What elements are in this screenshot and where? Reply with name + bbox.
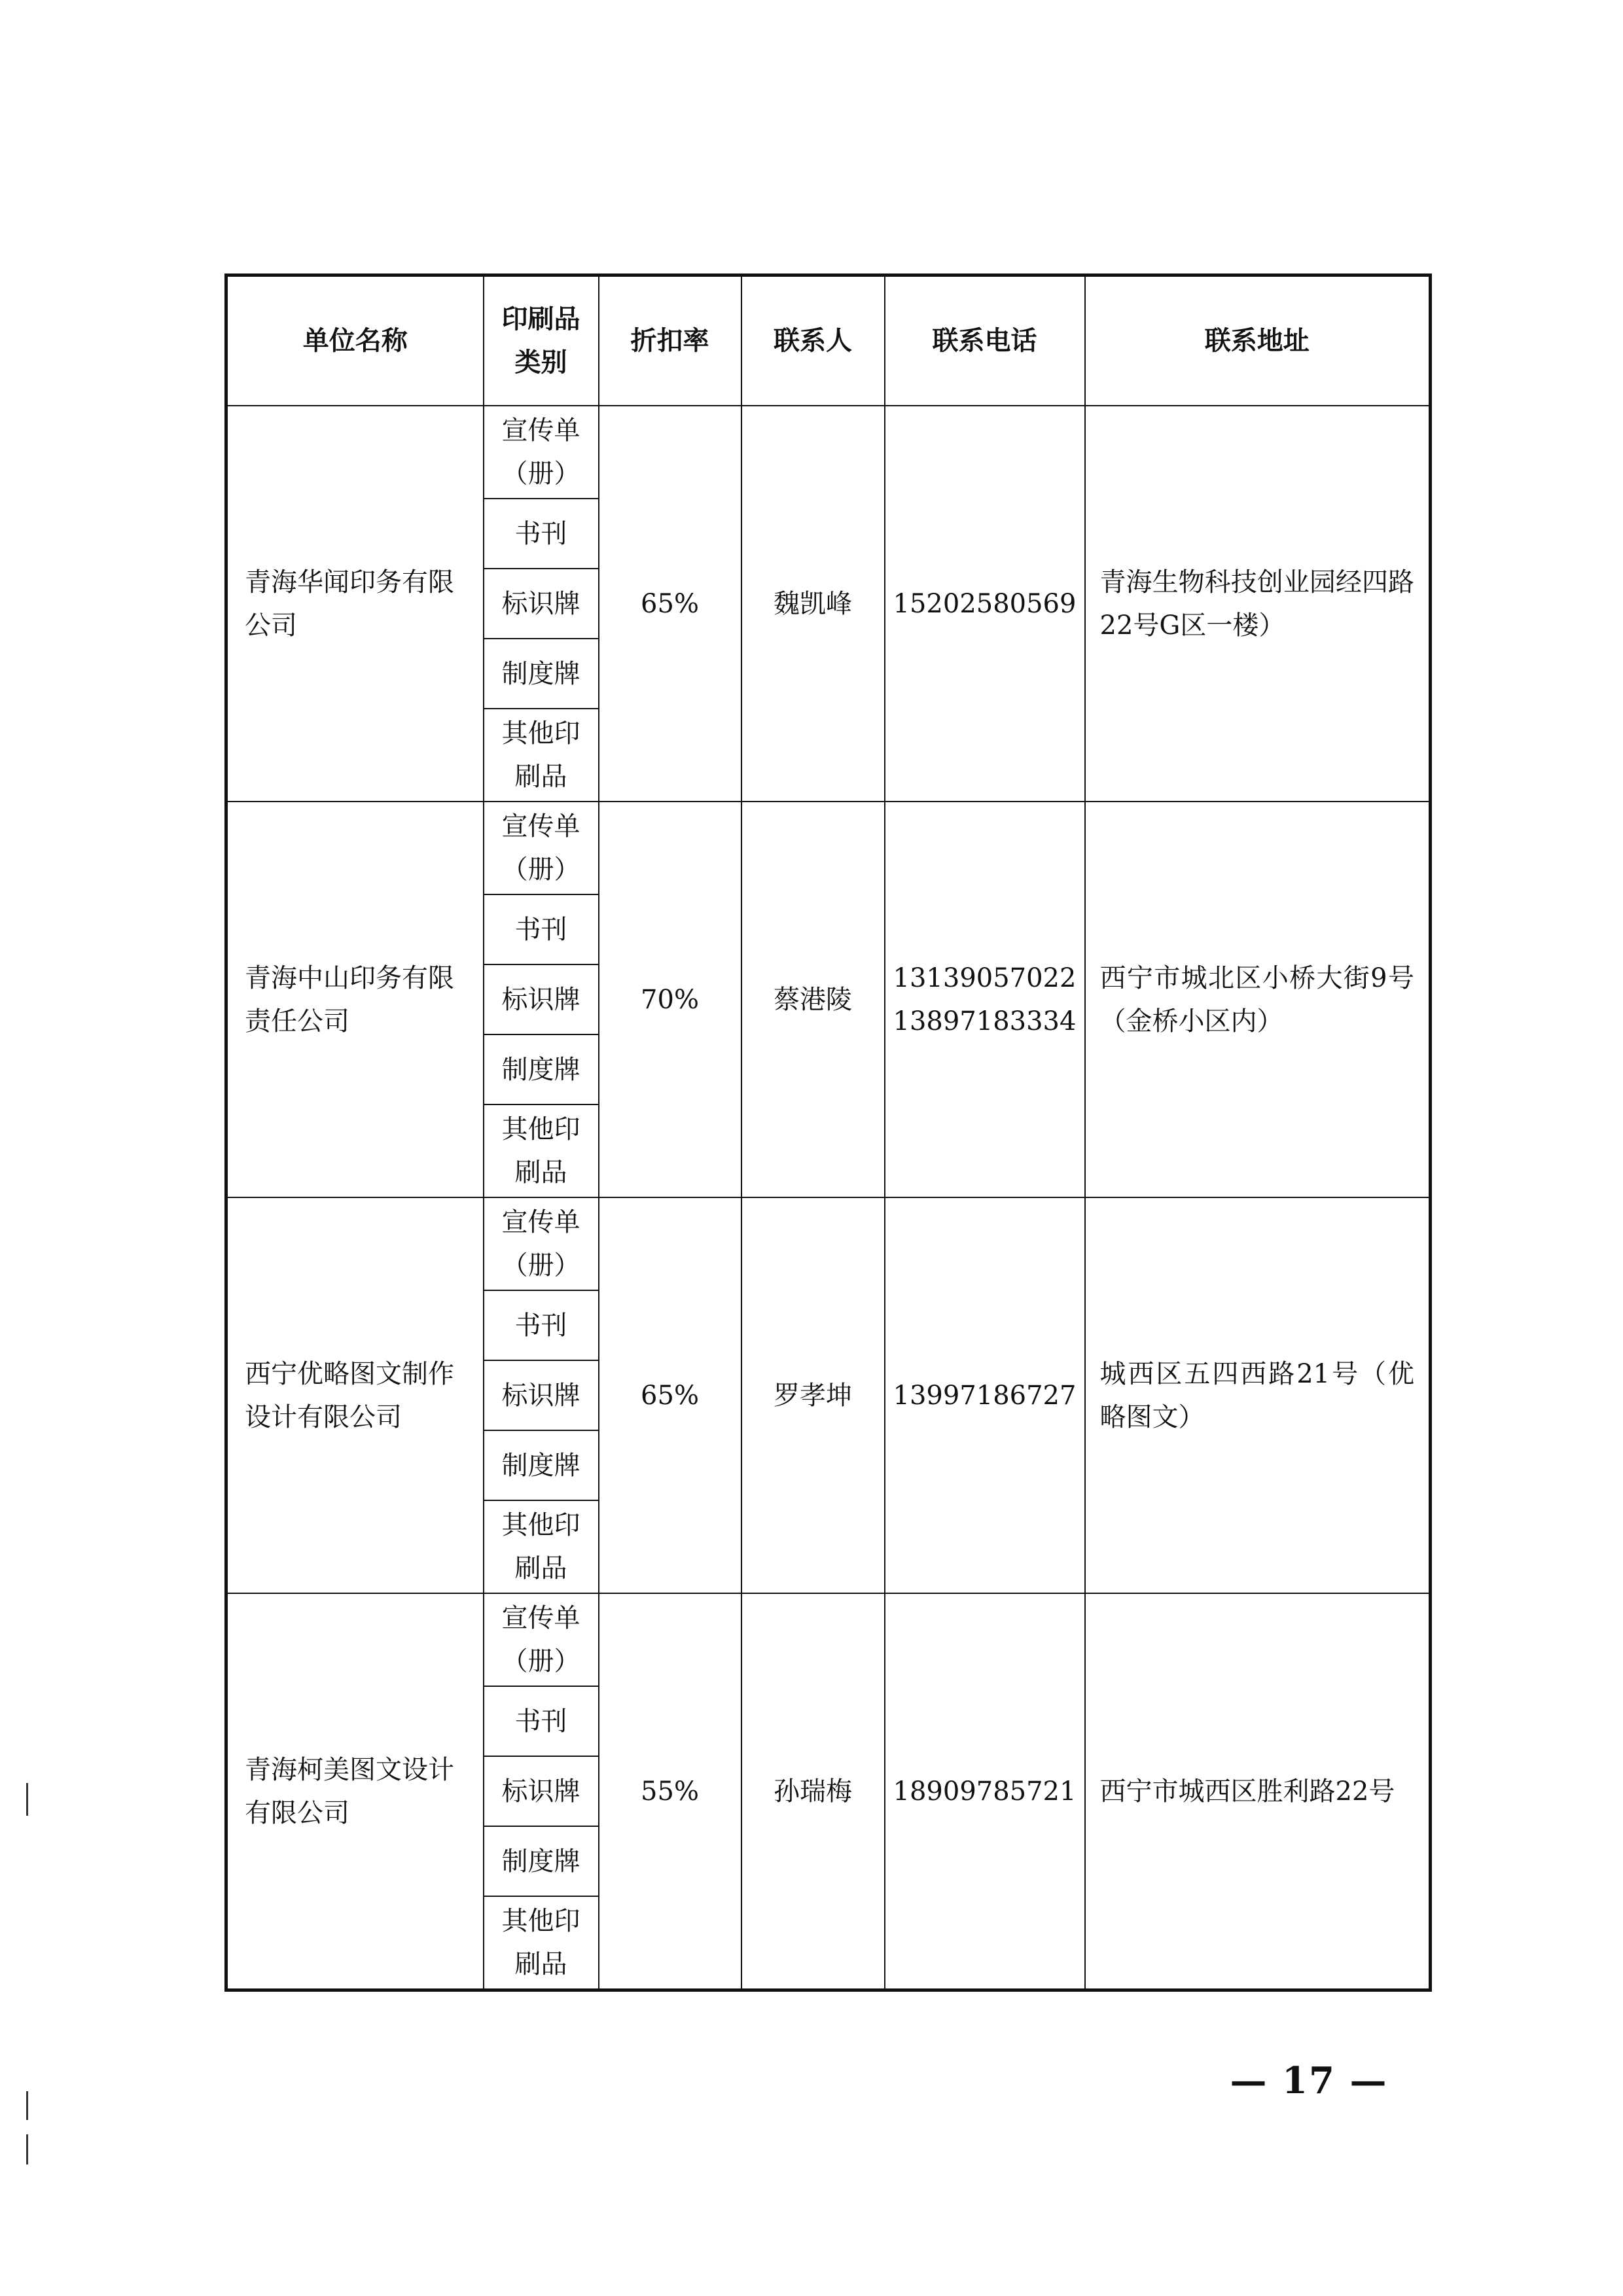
contact-cell: 罗孝坤 [741, 1197, 885, 1593]
phone-number: 13139057022 [893, 963, 1077, 993]
header-contact: 联系人 [741, 275, 885, 406]
category-cell [484, 1826, 599, 1896]
header-unit-name: 单位名称 [226, 275, 484, 406]
phone-cell [885, 1197, 1085, 1593]
discount-cell: 55% [599, 1593, 741, 1990]
category-cell [484, 499, 599, 569]
category-label: 其他印刷品 [501, 1114, 580, 1188]
category-cell [484, 639, 599, 709]
address-cell: 青海生物科技创业园经四路22号G区一楼） [1085, 406, 1431, 802]
discount-cell: 65% [599, 1197, 741, 1593]
phone-number: 18909785721 [893, 1776, 1077, 1807]
category-cell [484, 1104, 599, 1197]
contact-cell: 魏凯峰 [741, 406, 885, 802]
category-cell [484, 894, 599, 964]
category-label: 宣传单（册） [501, 415, 580, 489]
contact-cell: 蔡港陵 [741, 802, 885, 1197]
category-label: 其他印刷品 [501, 718, 580, 792]
category-cell [484, 709, 599, 802]
scan-mark [26, 1783, 28, 1816]
category-cell [484, 1756, 599, 1826]
address-cell: 西宁市城西区胜利路22号 [1085, 1593, 1431, 1990]
category-cell [484, 1290, 599, 1360]
phone-number: 15202580569 [893, 588, 1077, 619]
phone-cell [885, 406, 1085, 802]
unit-name-cell: 青海柯美图文设计有限公司 [226, 1593, 484, 1990]
vendor-table [224, 274, 1432, 1992]
category-label: 标识牌 [501, 1776, 580, 1807]
category-label: 书刊 [514, 914, 567, 945]
category-cell [484, 569, 599, 639]
category-cell [484, 1197, 599, 1290]
unit-name-cell: 青海华闻印务有限公司 [226, 406, 484, 802]
category-label: 书刊 [514, 1706, 567, 1737]
scan-mark [26, 2134, 28, 2164]
discount-cell: 65% [599, 406, 741, 802]
category-cell [484, 1034, 599, 1104]
table-header-row [226, 275, 1431, 406]
phone-number: 13897183334 [893, 1006, 1077, 1036]
unit-name-cell: 青海中山印务有限责任公司 [226, 802, 484, 1197]
phone-cell [885, 802, 1085, 1197]
table-row [226, 802, 1431, 894]
contact-cell: 孙瑞梅 [741, 1593, 885, 1990]
category-label: 书刊 [514, 518, 567, 549]
category-cell [484, 1430, 599, 1500]
category-label: 宣传单（册） [501, 1603, 580, 1676]
category-label: 标识牌 [501, 984, 580, 1015]
header-category-text: 印刷品类别 [501, 304, 580, 378]
category-label: 其他印刷品 [501, 1510, 580, 1583]
table-row [226, 1197, 1431, 1290]
unit-name-cell: 西宁优略图文制作设计有限公司 [226, 1197, 484, 1593]
category-label: 宣传单（册） [501, 811, 580, 885]
table-row [226, 406, 1431, 499]
header-phone: 联系电话 [885, 275, 1085, 406]
category-cell [484, 1896, 599, 1990]
discount-cell: 70% [599, 802, 741, 1197]
category-cell [484, 1360, 599, 1430]
category-label: 制度牌 [501, 658, 580, 689]
category-cell [484, 1686, 599, 1756]
category-label: 其他印刷品 [501, 1906, 580, 1979]
page-number: — 17 — [1230, 2059, 1388, 2102]
address-cell: 城西区五四西路21号（优略图文） [1085, 1197, 1431, 1593]
phone-cell [885, 1593, 1085, 1990]
category-cell [484, 964, 599, 1034]
phone-number: 13997186727 [893, 1380, 1077, 1411]
header-discount: 折扣率 [599, 275, 741, 406]
category-label: 书刊 [514, 1310, 567, 1341]
category-cell [484, 1593, 599, 1686]
header-category [484, 275, 599, 406]
category-cell [484, 1500, 599, 1593]
header-address: 联系地址 [1085, 275, 1431, 406]
category-label: 标识牌 [501, 1380, 580, 1411]
category-label: 制度牌 [501, 1450, 580, 1481]
category-label: 制度牌 [501, 1054, 580, 1085]
category-cell [484, 802, 599, 894]
address-cell: 西宁市城北区小桥大街9号（金桥小区内） [1085, 802, 1431, 1197]
category-label: 宣传单（册） [501, 1207, 580, 1280]
category-label: 标识牌 [501, 588, 580, 619]
table-row [226, 1593, 1431, 1686]
category-label: 制度牌 [501, 1846, 580, 1877]
scan-mark [26, 2091, 28, 2120]
table-body [226, 406, 1431, 1990]
category-cell [484, 406, 599, 499]
